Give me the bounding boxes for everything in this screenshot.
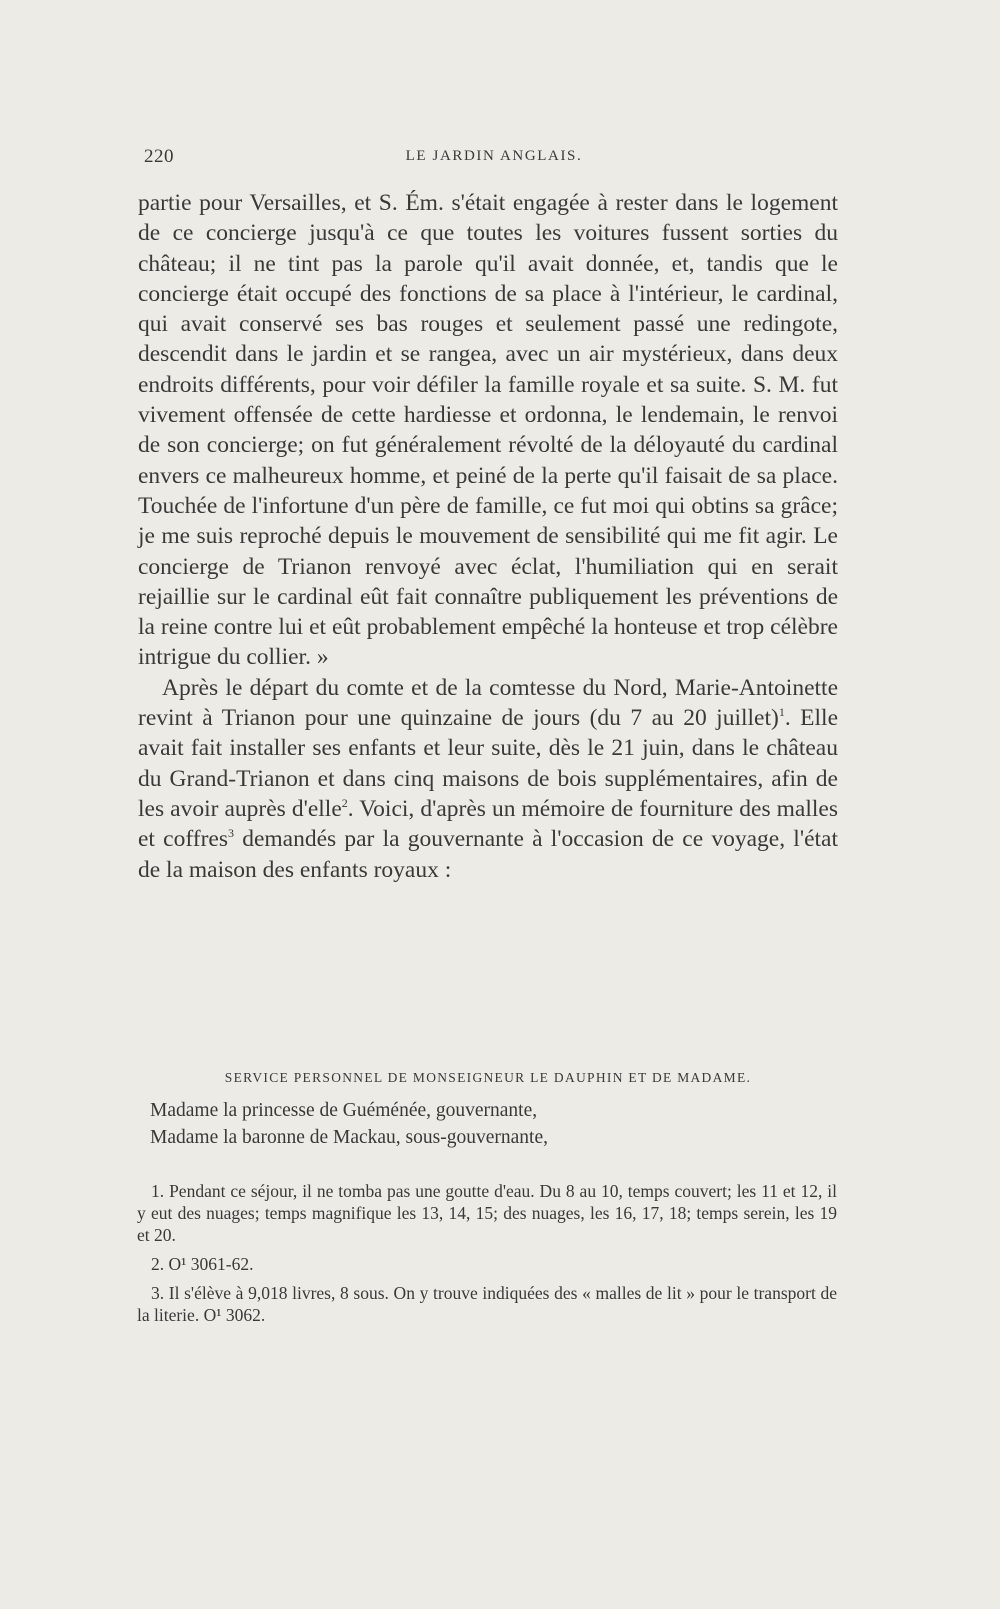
footnote-2 <box>137 1253 837 1275</box>
footnote-number: 3. <box>151 1283 165 1303</box>
footnote-3 <box>137 1282 837 1326</box>
footnotes <box>137 1180 837 1333</box>
footnote-ref-1: 1 <box>778 705 785 720</box>
paragraph-text-c: . Voici, d'après un mémoire de fourniture des malles et coffres <box>138 795 838 853</box>
section-title: SERVICE PERSONNEL DE MONSEIGNEUR LE DAUPHIN ET DE MADAME. <box>224 1070 752 1085</box>
footnote-number: 1. <box>151 1181 165 1201</box>
footnote-text: O¹ 3061-62. <box>168 1254 254 1274</box>
paragraph-text-b: . Elle avait fait installer ses enfants et leur suite, dès le 21 juin, dans le château du Grand-Trianon et dans cinq maisons de bois supplémentaires, afin de les avoir auprès d'elle <box>138 705 839 822</box>
footnote-text: Pendant ce séjour, il ne tomba pas une goutte d'eau. Du 8 au 10, temps couvert; les 11 et 12, il y eut des nuages; temps magnifique les 13, 14, 15; des nuages, les 16, 17, 18; temps serein, les 19 et 20. <box>137 1181 837 1245</box>
page-header <box>144 146 844 170</box>
paragraph-depart <box>138 673 838 885</box>
footnote-1 <box>137 1180 837 1246</box>
page-number: 220 <box>144 146 174 167</box>
footnote-ref-2: 2 <box>341 796 348 811</box>
paragraph-continued: partie pour Versailles, et S. Ém. s'était engagée à rester dans le logement de ce concierge jusqu'à ce que toutes les voitures fussent sorties du château; il ne tint pas la parole qu'il avait donnée, et, tandis que le concierge était occupé des fonctions de sa place à l'intérieur, le cardinal, qui avait conservé ses bas rouges et seulement passé une redingote, descendit dans le jardin et se rangea, avec un air mystérieux, dans deux endroits différents, pour voir défiler la famille royale et sa suite. S. M. fut vivement offensée de cette hardiesse et ordonna, le lendemain, le renvoi de son concierge; on fut généralement révolté de la déloyauté du cardinal envers ce malheureux homme, et peiné de la perte qu'il faisait de sa place. Touchée de l'infortune d'un père de famille, ce fut moi qui obtins sa grâce; je me suis reproché depuis le mouvement de sensibilité qui me fit agir. Le concierge de Trianon renvoyé avec éclat, l'humiliation qui en serait rejaillie sur le cardinal eût fait connaître publiquement les préventions de la reine contre lui et eût probablement empêché la honteuse et trop célèbre intrigue du collier. » <box>138 190 838 671</box>
footnote-number: 2. <box>151 1254 165 1274</box>
main-text <box>138 188 838 885</box>
running-title: LE JARDIN ANGLAIS. <box>405 148 583 164</box>
paragraph-text-a: Après le départ du comte et de la comtesse du Nord, Marie-Antoinette revint à Trianon pour une quinzaine de jours (du 7 au 20 juillet) <box>138 674 838 732</box>
staff-item: Madame la princesse de Guéménée, gouvernante, <box>150 1100 538 1121</box>
staff-list <box>150 1097 840 1151</box>
footnote-ref-3: 3 <box>227 826 234 841</box>
paragraph-text-d: demandés par la gouvernante à l'occasion de ce voyage, l'état de la maison des enfants royaux : <box>138 826 838 883</box>
staff-item: Madame la baronne de Mackau, sous-gouvernante, <box>150 1127 548 1148</box>
footnote-text: Il s'élève à 9,018 livres, 8 sous. On y trouve indiquées des « malles de lit » pour le transport de la literie. O¹ 3062. <box>137 1283 837 1325</box>
